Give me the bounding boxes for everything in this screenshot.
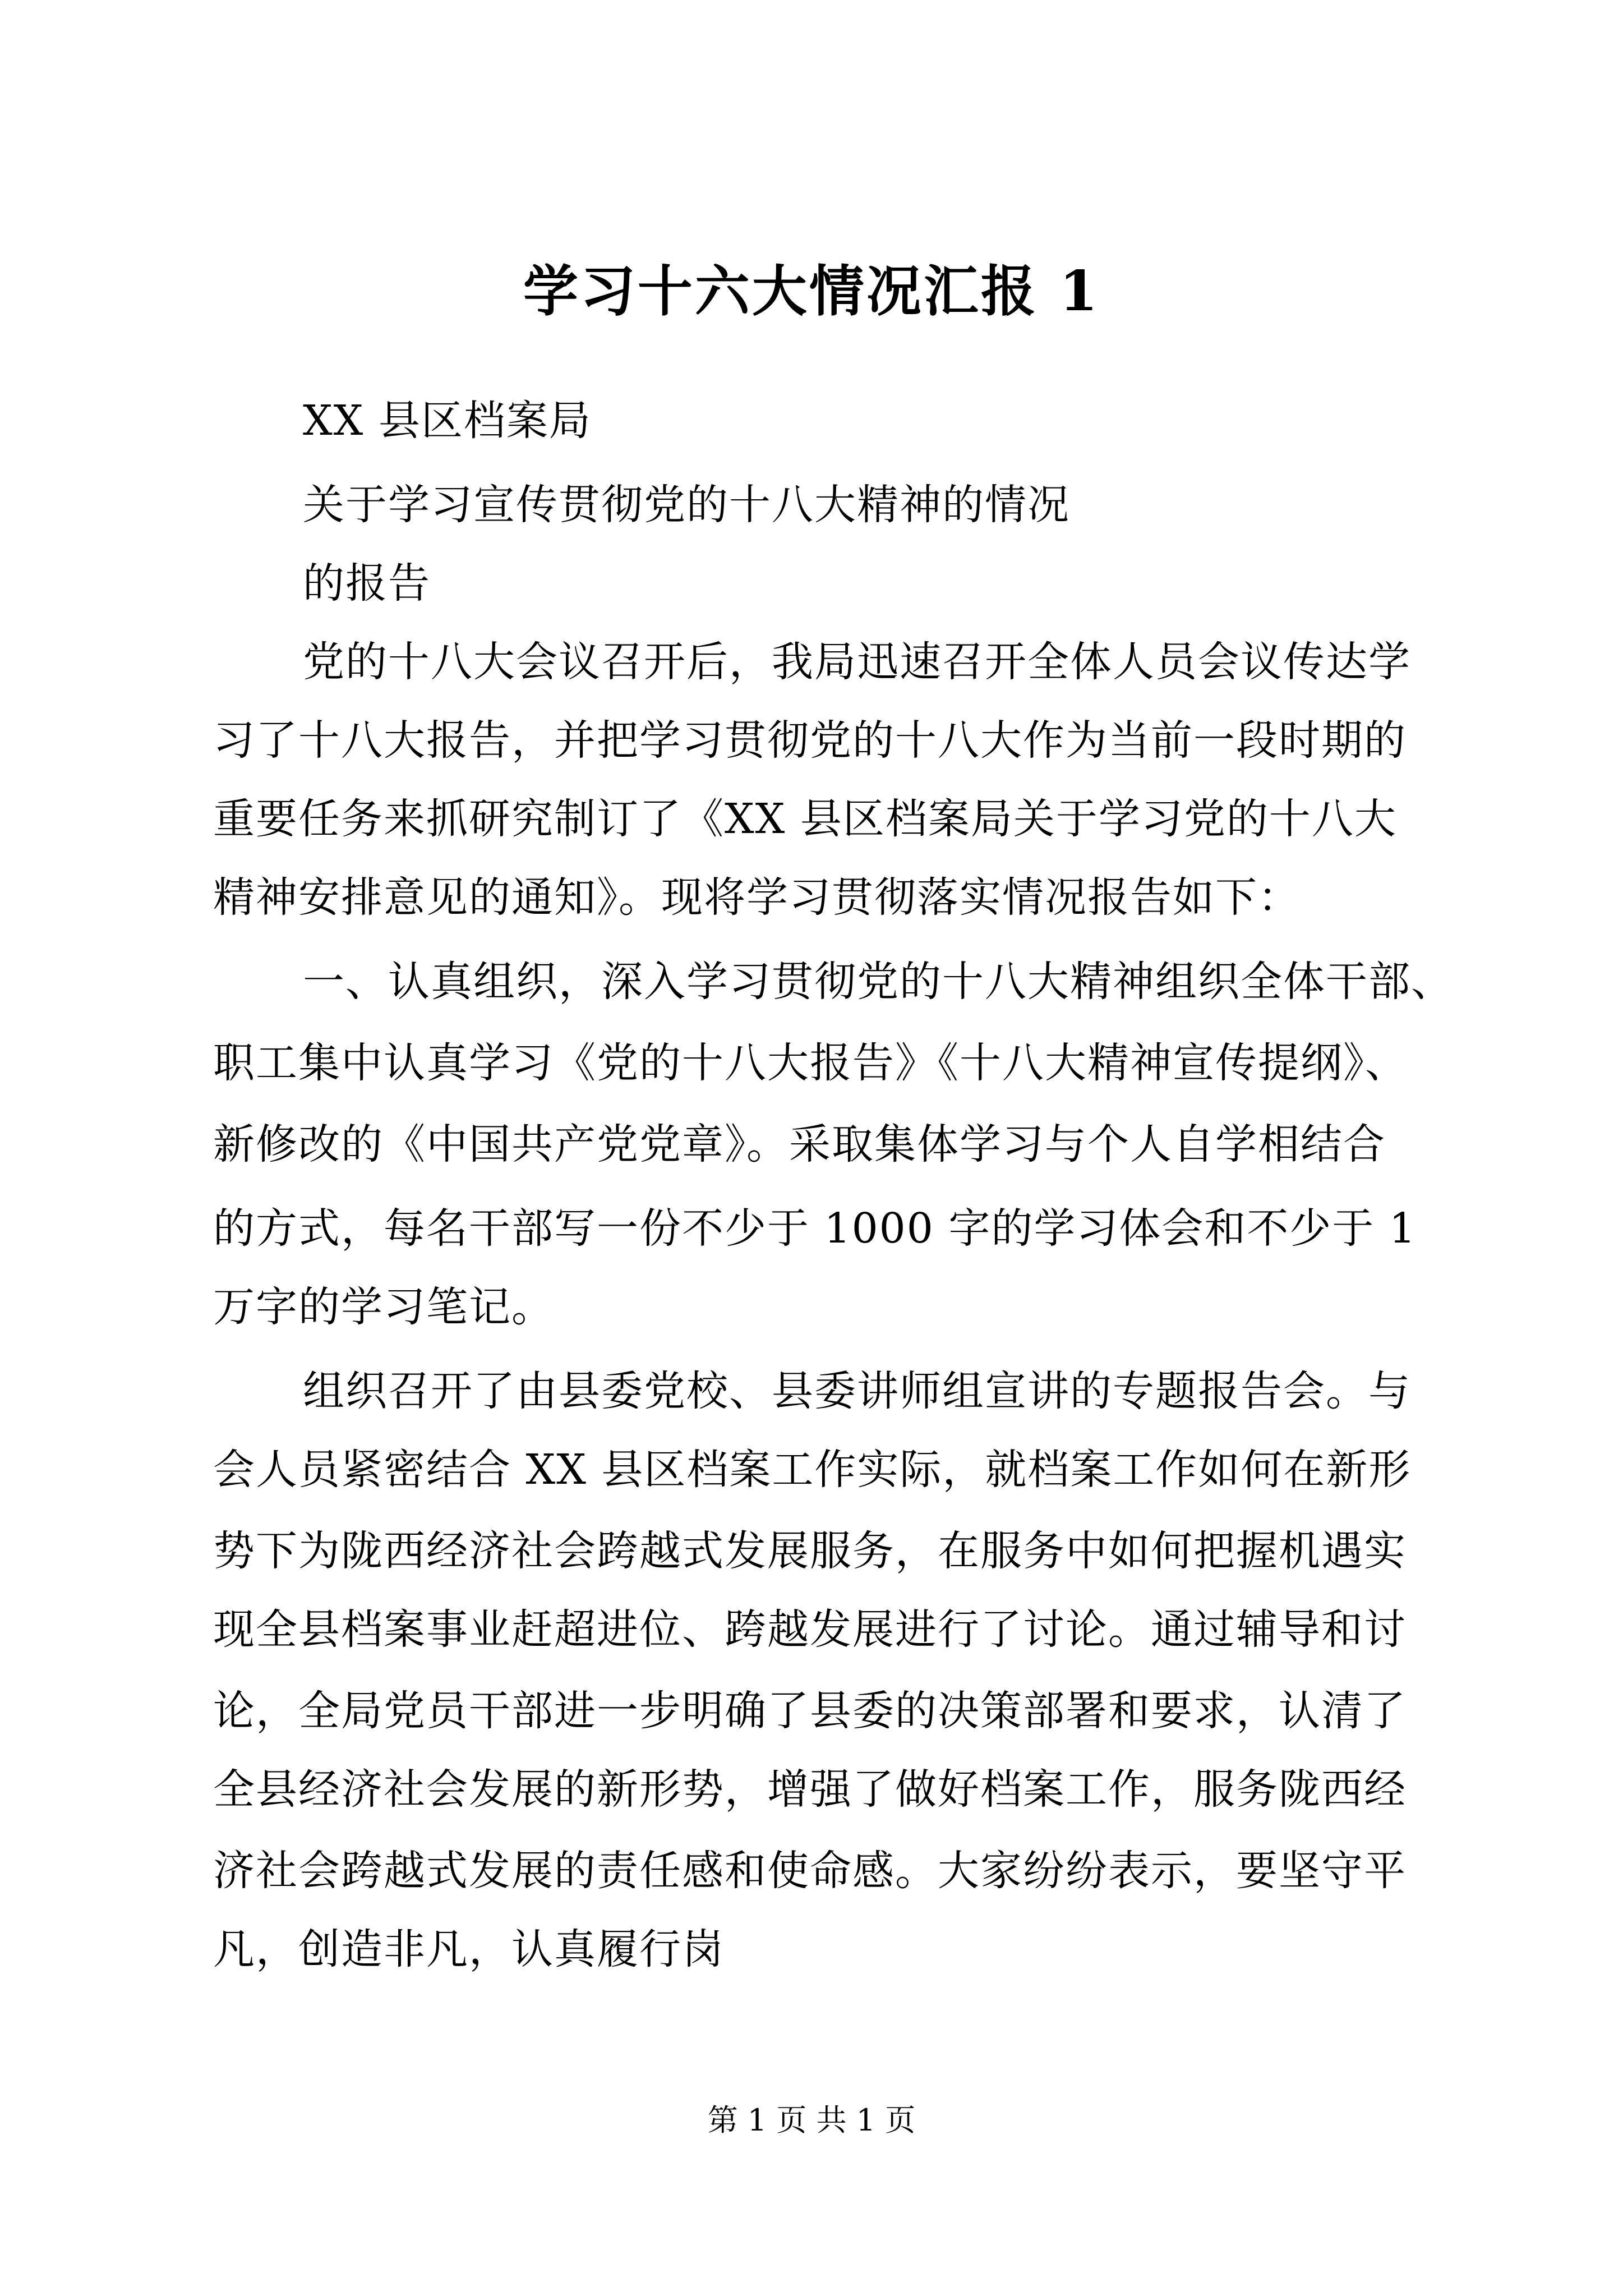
paragraph-2-line: 职工集中认真学习《党的十八大报告》《十八大精神宣传提纲》、 <box>213 1039 1408 1087</box>
header-line-report: 的报告 <box>303 559 431 608</box>
paragraph-3-line: 凡，创造非凡，认真履行岗 <box>213 1925 725 1973</box>
paragraph-2-line: 万字的学习笔记。 <box>213 1283 554 1331</box>
paragraph-1-line: 习了十八大报告，并把学习贯彻党的十八大作为当前一段时期的 <box>213 716 1407 765</box>
paragraph-3-line: 济社会跨越式发展的责任感和使命感。大家纷纷表示，要坚守平 <box>213 1847 1407 1895</box>
paragraph-1-line: 重要任务来抓研究制订了《XX 县区档案局关于学习党的十八大 <box>213 795 1397 843</box>
paragraph-2-line: 一、认真组织，深入学习贯彻党的十八大精神组织全体干部、 <box>303 958 1454 1006</box>
paragraph-3-line: 势下为陇西经济社会跨越式发展服务，在服务中如何把握机遇实 <box>213 1527 1407 1575</box>
paragraph-1-line: 党的十八大会议召开后，我局迅速召开全体人员会议传达学 <box>303 638 1411 686</box>
paragraph-3-line: 会人员紧密结合 XX 县区档案工作实际，就档案工作如何在新形 <box>213 1446 1412 1494</box>
paragraph-3-line: 组织召开了由县委党校、县委讲师组宣讲的专题报告会。与 <box>303 1367 1411 1415</box>
header-line-subject: 关于学习宣传贯彻党的十八大精神的情况 <box>303 481 1070 529</box>
page-footer: 第 1 页 共 1 页 <box>707 2102 916 2138</box>
paragraph-3-line: 全县经济社会发展的新形势，增强了做好档案工作，服务陇西经 <box>213 1765 1407 1814</box>
document-title: 学习十六大情况汇报 1 <box>523 259 1100 324</box>
paragraph-1-line: 精神安排意见的通知》。现将学习贯彻落实情况报告如下： <box>213 873 1301 922</box>
header-line-organization: XX 县区档案局 <box>303 397 592 445</box>
paragraph-2-line: 新修改的《中国共产党党章》。采取集体学习与个人自学相结合 <box>213 1120 1386 1168</box>
paragraph-3-line: 现全县档案事业赶超进位、跨越发展进行了讨论。通过辅导和讨 <box>213 1605 1407 1654</box>
paragraph-3-line: 论，全局党员干部进一步明确了县委的决策部署和要求，认清了 <box>213 1687 1407 1735</box>
paragraph-2-line: 的方式，每名干部写一份不少于 1000 字的学习体会和不少于 1 <box>213 1204 1417 1253</box>
